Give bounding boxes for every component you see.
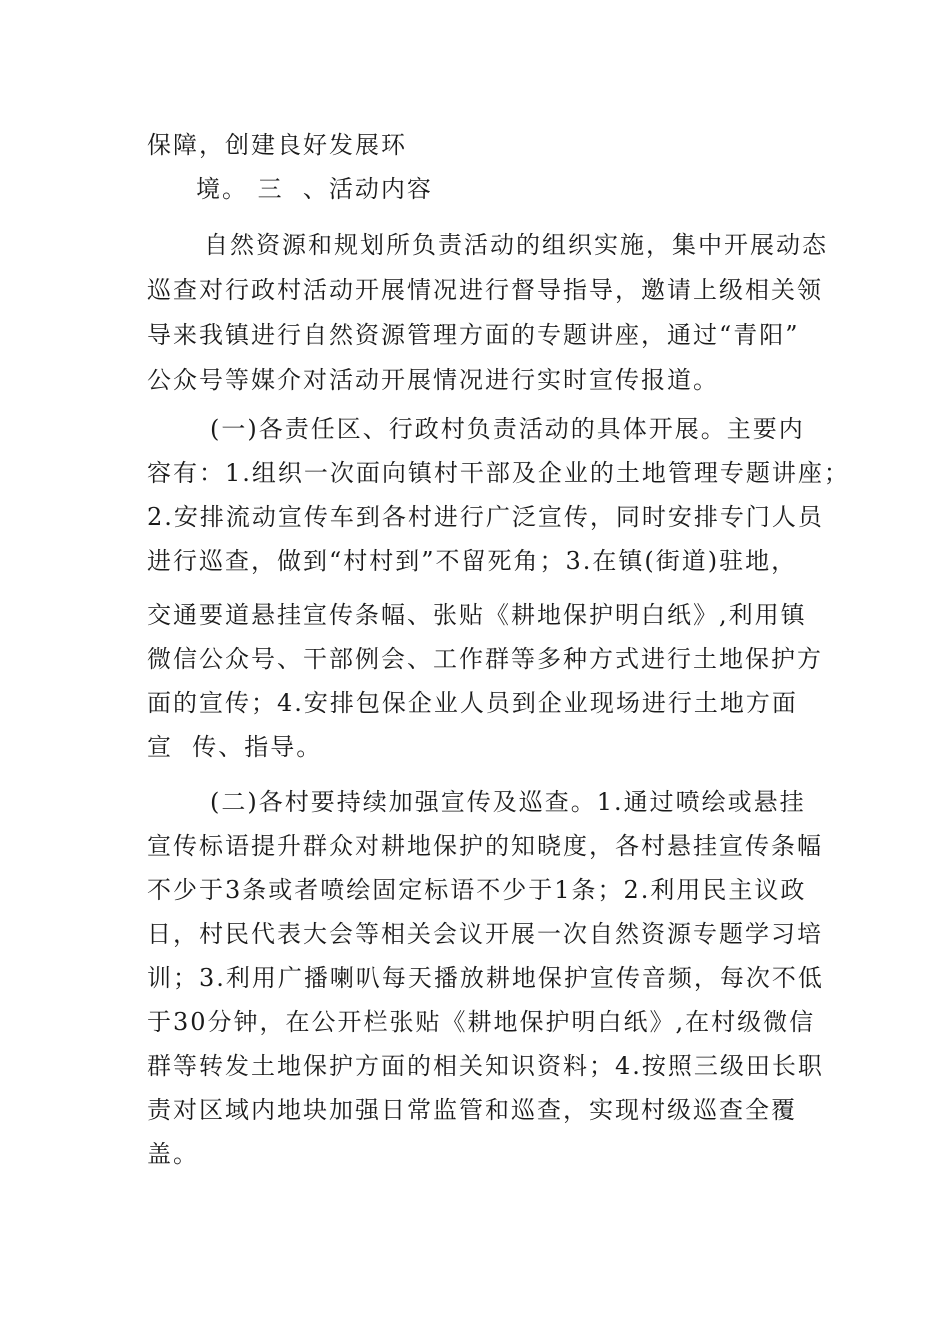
text-line: 公众号等媒介对活动开展情况进行实时宣传报道。 <box>147 366 719 394</box>
text-line: (二)各村要持续加强宣传及巡查。1.通过喷绘或悬挂 <box>210 788 806 816</box>
text-line: 进行巡查，做到“村村到”不留死角；3.在镇(街道)驻地， <box>147 547 798 575</box>
text-line: 微信公众号、干部例会、工作群等多种方式进行土地保护方 <box>147 645 823 673</box>
text-line: 巡查对行政村活动开展情况进行督导指导，邀请上级相关领 <box>147 276 823 304</box>
text-line: 容有：1.组织一次面向镇村干部及企业的土地管理专题讲座； <box>147 459 850 487</box>
section-heading: 境。 三 、活动内容 <box>196 175 433 203</box>
text-line: 不少于3条或者喷绘固定标语不少于1条；2.利用民主议政 <box>147 876 807 904</box>
text-line: 交通要道悬挂宣传条幅、张贴《耕地保护明白纸》,利用镇 <box>147 601 807 629</box>
text-line: 导来我镇进行自然资源管理方面的专题讲座，通过“青阳” <box>147 321 800 349</box>
text-line: 于30分钟，在公开栏张贴《耕地保护明白纸》,在村级微信 <box>147 1008 816 1036</box>
text-line: 宣 传、指导。 <box>147 733 323 761</box>
text-line: 群等转发土地保护方面的相关知识资料；4.按照三级田长职 <box>147 1052 824 1080</box>
text-line: 2.安排流动宣传车到各村进行广泛宣传，同时安排专门人员 <box>147 503 824 531</box>
text-line: (一)各责任区、行政村负责活动的具体开展。主要内 <box>210 415 805 443</box>
text-line: 宣传标语提升群众对耕地保护的知晓度，各村悬挂宣传条幅 <box>147 832 823 860</box>
text-line: 保障，创建良好发展环 <box>147 131 407 159</box>
text-line: 盖。 <box>147 1140 199 1168</box>
text-line: 训；3.利用广播喇叭每天播放耕地保护宣传音频，每次不低 <box>147 964 824 992</box>
text-line: 自然资源和规划所负责活动的组织实施，集中开展动态 <box>204 231 828 259</box>
text-line: 责对区域内地块加强日常监管和巡查，实现村级巡查全覆 <box>147 1096 797 1124</box>
text-line: 面的宣传；4.安排包保企业人员到企业现场进行土地方面 <box>147 689 798 717</box>
text-line: 日，村民代表大会等相关会议开展一次自然资源专题学习培 <box>147 920 823 948</box>
